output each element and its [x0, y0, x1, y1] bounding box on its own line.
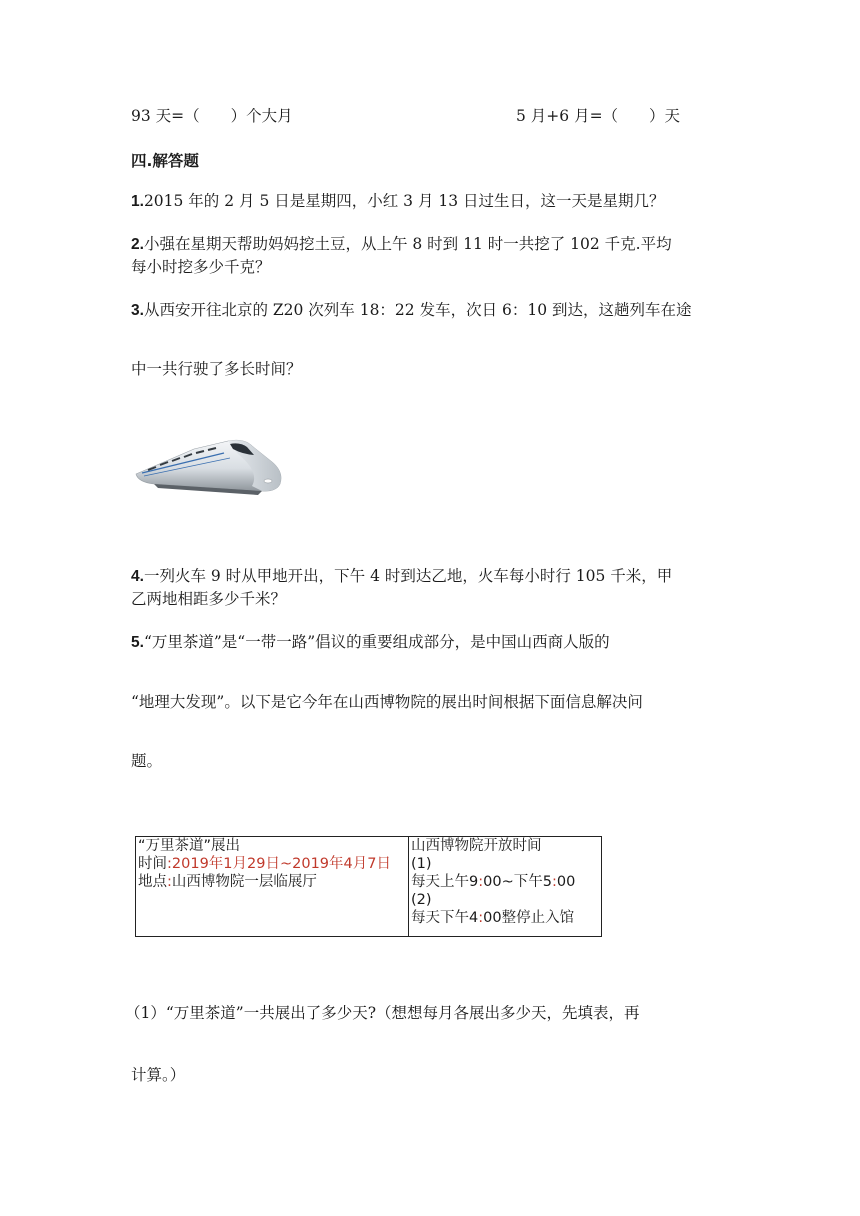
place-value: 山西博物院一层临展厅	[171, 874, 317, 890]
subquestion-line-1: （1）“万里茶道”一共展出了多少天?（想想每月各展出多少天，先填表，再	[125, 1004, 640, 1022]
rule-1-part: 每天上午9	[411, 874, 479, 890]
time-value: 2019年1月29日~2019年4月7日	[171, 856, 391, 872]
section-title: 四.解答题	[131, 152, 199, 170]
rule-2-part: 00整停止入馆	[483, 910, 575, 926]
rule-2-text	[411, 909, 601, 927]
question-4-line-2: 乙两地相距多少千米？	[131, 590, 287, 608]
time-separator: :	[167, 856, 172, 872]
question-number: 3.	[131, 302, 144, 319]
rule-2-number: (2)	[411, 892, 432, 908]
question-text: 从西安开往北京的 Z20 次列车 18：22 发车，次日 6：10 到达，这趟列车在途	[143, 301, 692, 319]
rule-1-part: 00	[556, 874, 576, 890]
question-3-line-2: 中一共行驶了多长时间？	[131, 360, 302, 378]
question-4	[131, 566, 672, 587]
question-text: “万里茶道”是“一带一路”倡议的重要组成部分，是中国山西商人版的	[143, 633, 610, 651]
opening-hours-cell	[409, 837, 602, 937]
question-number: 4.	[131, 568, 144, 585]
question-text: 小强在星期天帮助妈妈挖土豆，从上午 8 时到 11 时一共挖了 102 千克.平均	[143, 235, 672, 253]
exhibition-info-cell	[136, 837, 409, 937]
question-2	[131, 234, 672, 255]
fill-blank-item-days: 93 天=（ ）个大月	[131, 107, 293, 125]
question-1	[131, 191, 665, 212]
time-label: 时间	[138, 856, 167, 872]
rule-2-part: 每天下午4	[411, 910, 479, 926]
question-text: 2015 年的 2 月 5 日是星期四，小红 3 月 13 日过生日，这一天是星期几？	[143, 192, 665, 210]
place-separator: :	[167, 874, 172, 890]
rule-1-part: 00~下午5	[483, 874, 552, 890]
exhibition-title: “万里茶道”展出	[138, 838, 241, 854]
place-label: 地点	[138, 874, 167, 890]
exhibition-info-table	[135, 836, 602, 937]
train-image	[134, 432, 284, 502]
question-2-line-2: 每小时挖多少千克？	[131, 258, 271, 276]
rule-1-text	[411, 873, 601, 891]
question-number: 1.	[131, 193, 144, 210]
rule-2-colon: :	[478, 910, 484, 926]
opening-hours-title: 山西博物院开放时间	[411, 838, 542, 854]
question-number: 5.	[131, 634, 144, 651]
fill-blank-item-months: 5 月+6 月=（ ）天	[516, 107, 681, 125]
subquestion-line-2: 计算。）	[131, 1066, 186, 1084]
question-text: 一列火车 9 时从甲地开出，下午 4 时到达乙地，火车每小时行 105 千米，甲	[143, 567, 673, 585]
rule-1-number: (1)	[411, 856, 432, 872]
rule-1-colon: :	[478, 874, 484, 890]
question-3	[131, 300, 692, 321]
rule-1-colon: :	[551, 874, 557, 890]
question-5	[131, 632, 610, 653]
question-number: 2.	[131, 236, 144, 253]
exhibition-place	[138, 873, 408, 891]
exhibition-time	[138, 855, 408, 873]
question-5-line-2: “地理大发现”。以下是它今年在山西博物院的展出时间根据下面信息解决问	[131, 693, 643, 711]
question-5-line-3: 题。	[131, 752, 163, 770]
